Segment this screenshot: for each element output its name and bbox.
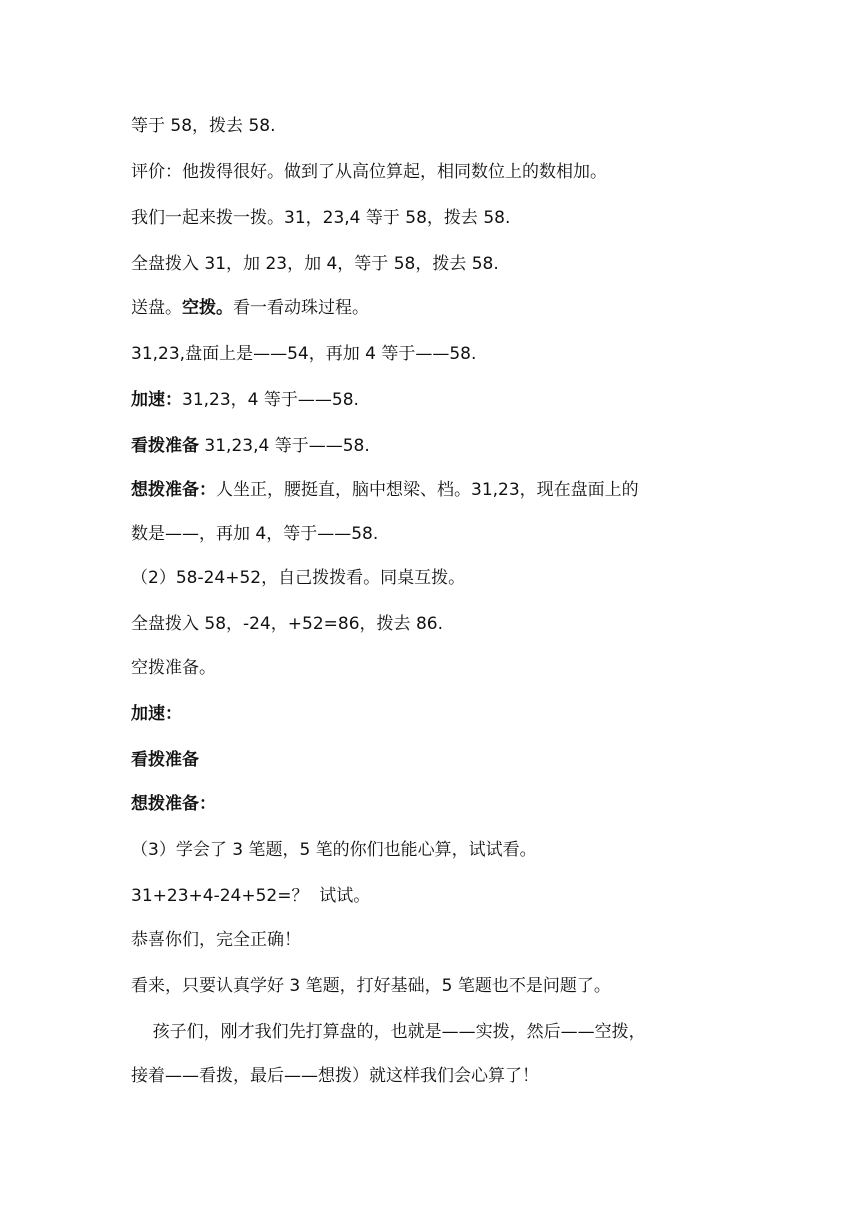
text-segment: 评价：他拨得很好。做到了从高位算起，相同数位上的数相加。 [131, 162, 607, 182]
text-segment: 恭喜你们，完全正确！ [131, 930, 301, 950]
text-line [131, 1065, 539, 1087]
text-segment: 我们一起来拨一拨。31，23,4 等于 58，拨去 58. [131, 208, 511, 228]
text-segment: （2）58-24+52，自己拨拨看。同桌互拨。 [131, 568, 466, 588]
text-line [131, 885, 370, 907]
text-line [131, 207, 510, 229]
text-segment: 31+23+4-24+52=？ 试试。 [131, 886, 371, 906]
text-line [131, 479, 639, 501]
text-line [131, 975, 611, 997]
text-line [131, 253, 499, 275]
text-segment: 全盘拨入 58，-24，+52=86，拨去 86. [131, 614, 443, 634]
text-segment: 接着——看拨，最后——想拨）就这样我们会心算了！ [131, 1066, 539, 1086]
text-line [131, 839, 537, 861]
bold-text: 加速： [131, 704, 182, 724]
text-line [131, 567, 465, 589]
text-line [131, 703, 182, 725]
text-line [131, 115, 275, 137]
text-segment: 送盘。 [131, 298, 182, 318]
bold-text: 看拨准备 [131, 436, 199, 456]
bold-text: 加速： [131, 390, 182, 410]
text-segment: 31,23，4 等于——58. [182, 390, 359, 410]
text-segment: 全盘拨入 31，加 23，加 4，等于 58，拨去 58. [131, 254, 499, 274]
text-line [131, 929, 301, 951]
text-segment: 人坐正，腰挺直，脑中想梁、档。31,23，现在盘面上的 [216, 480, 639, 500]
text-segment: （3）学会了 3 笔题，5 笔的你们也能心算，试试看。 [131, 840, 537, 860]
text-line [131, 523, 378, 545]
text-line [131, 793, 216, 815]
text-line [131, 343, 476, 365]
text-line [131, 1021, 646, 1043]
text-segment: 看来，只要认真学好 3 笔题，打好基础，5 笔题也不是问题了。 [131, 976, 611, 996]
text-line [131, 613, 443, 635]
text-line [131, 389, 359, 411]
text-line [131, 749, 199, 771]
bold-text: 看拨准备 [131, 750, 199, 770]
text-segment: 数是——，再加 4，等于——58. [131, 524, 379, 544]
text-segment: 孩子们，刚才我们先打算盘的，也就是——实拨，然后——空拨， [131, 1022, 646, 1042]
text-line [131, 297, 369, 319]
text-line [131, 161, 607, 183]
bold-text: 想拨准备： [131, 794, 216, 814]
text-line [131, 435, 370, 457]
text-line [131, 657, 216, 679]
text-segment: 等于 58，拨去 58. [131, 116, 276, 136]
text-segment: 空拨准备。 [131, 658, 216, 678]
text-segment: 看一看动珠过程。 [233, 298, 369, 318]
text-segment: 31,23,4 等于——58. [199, 436, 370, 456]
bold-text: 想拨准备： [131, 480, 216, 500]
bold-text: 空拨。 [182, 298, 233, 318]
text-segment: 31,23,盘面上是——54，再加 4 等于——58. [131, 344, 477, 364]
